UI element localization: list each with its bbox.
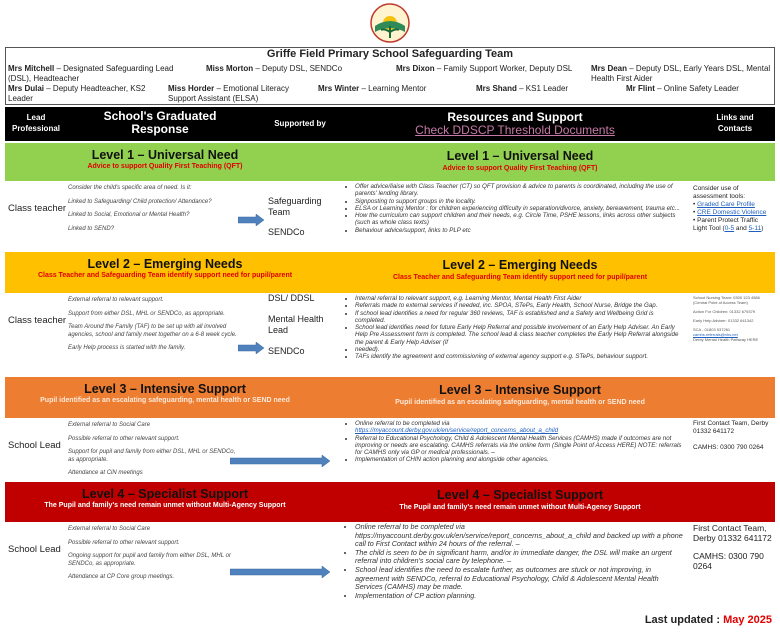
level-title: Level 1 – Universal Need — [91, 148, 239, 162]
team-member: Miss Morton – Deputy DSL, SENDCo — [206, 64, 343, 73]
team-member: Mrs Winter – Learning Mentor — [318, 84, 427, 93]
response-item: Team Around the Family (TAF) to be set up with all involved agencies, school and family meet together on a 6-8 week cycle. — [68, 324, 237, 338]
team-member: Mrs Dixon – Family Support Worker, Deputy DSL — [396, 64, 573, 73]
links-intro: Consider use of assessment tools: — [693, 185, 746, 200]
traffic-light-0-5-link[interactable]: 0-5 — [724, 225, 735, 232]
contact-item: Early Help Adviser: 01332 641342 — [693, 318, 754, 323]
resource-item: • TAFs identify the agreement and commissioning of external agency support e.g. STePs, behaviour support. — [355, 353, 685, 360]
resource-item: • Implementation of CHIN action planning and alongside other agencies. — [355, 456, 685, 463]
links-contacts — [693, 523, 773, 579]
response-item: Attendance at CiN meetings — [68, 470, 143, 476]
supporter: Mental Health Lead — [268, 314, 324, 335]
team-title: Griffe Field Primary School Safeguarding Team — [266, 48, 514, 60]
links-contacts: Consider use of assessment tools: • Graded Care Profile • CRE Domestic Violence • Parent Protect Traffic Light Tool (0-5 and 5-11) — [693, 185, 773, 233]
response-item: External referral to relevant support. — [68, 297, 164, 303]
level-subtitle: Class Teacher and Safeguarding Team identify support need for pupil/parent — [37, 272, 293, 279]
response-item: Attendance at CP Core group meetings. — [68, 574, 175, 580]
resource-item: • ELSA or Learning Mentor : for children experiencing difficulty in separation/divorce, anxiety, bereavement, trauma etc... — [355, 205, 685, 212]
response-item: Possible referral to other relevant support. — [68, 539, 180, 546]
contact-item: Derby Mental Health Pathway HERE — [693, 337, 759, 342]
contact-item: CAMHS: 0300 790 0264 — [693, 444, 764, 451]
threshold-documents-link[interactable]: Check DDSCP Threshold Documents — [415, 123, 615, 137]
resource-item: • School lead identifies need for future Early Help Referral and possible involvement of an Early Help Adviser. An Early Help Pre Assessment form is completed. The school lead & class teacher completes the Early Help Referral alongside the parent & Early Help Adviser (if — [355, 324, 685, 346]
level-subtitle: Advice to support Quality First Teaching (QFT) — [442, 165, 598, 172]
resource-item: • needed). — [355, 346, 685, 353]
level-subtitle: Advice to support Quality First Teaching (QFT) — [87, 163, 243, 170]
level-title: Level 2 – Emerging Needs — [87, 257, 243, 271]
supported-by — [268, 196, 330, 247]
resource-item: • Referral to Educational Psychology, Child & Adolescent Mental Health Services (CAMHS) made if outcomes are not improving or needs are escalating. CAMHS referrals via the online form (Single Point of Access HERE) NOTE: referrals for CAMHS only via GP or medical professionals. – — [355, 435, 685, 457]
resources-list — [335, 183, 685, 234]
resource-item: • Offer advice/liaise with Class Teacher (CT) so QFT provision & advice to parents is coordinated, including the use of parents' lending library. — [355, 183, 685, 198]
graded-care-profile-link[interactable]: Graded Care Profile — [697, 201, 755, 208]
contact-item: First Contact Team, Derby 01332 641172 — [693, 523, 772, 543]
contact-item: School Nursing Team: 0300 123 4586 (Central Point of Access Team) — [693, 295, 760, 305]
table-header — [5, 107, 775, 141]
level-2-band — [5, 252, 775, 293]
level-title: Level 4 – Specialist Support — [81, 487, 249, 501]
level-subtitle: Pupil identified as an escalating safeguarding, mental health or SEND need — [395, 399, 645, 406]
links-contacts — [693, 295, 773, 342]
arrow-right-icon — [238, 214, 264, 226]
team-member: Mrs Dean – Deputy DSL, Early Years DSL, Mental Health First Aider — [591, 64, 771, 83]
response-item: Ongoing support for pupil and family from either DSL, MHL or SENDCo, as appropriate. — [68, 553, 231, 567]
level-4-band — [5, 482, 775, 522]
header-response: School's Graduated Response — [103, 109, 217, 136]
level-subtitle: Pupil identified as an escalating safeguarding, mental health or SEND need — [40, 397, 290, 404]
lead-professional: Class teacher — [8, 315, 67, 326]
contact-item: First Contact Team, Derby 01332 641172 — [693, 420, 769, 435]
header-lead: Lead Professional — [11, 113, 60, 133]
response-item: Support from either DSL, MHL or SENDCo, as appropriate. — [68, 310, 225, 317]
supporter: SENDCo — [268, 227, 305, 237]
resource-item: • Online referral to be completed via https://myaccount.derby.gov.uk/en/service/report_concerns_about_a_child and backed up with a phone call to First Contact within 24 hours of the referral. – — [355, 523, 685, 549]
header-resources: Resources and Support Check DDSCP Threshold Documents — [415, 110, 615, 137]
resource-item: • School lead identifies the need to escalate further, as outcomes are stuck or not improving, in agreement with SENDCo, referral to Educational Psychology, Child & Adolescent Mental Health Services (CAMHS) may be made. — [355, 566, 685, 592]
response-item: External referral to Social Care — [68, 422, 151, 428]
arrow-right-icon — [230, 455, 330, 467]
arrow-right-icon — [230, 566, 330, 578]
level-3-band — [5, 377, 775, 418]
school-logo — [367, 2, 413, 44]
resource-item: • Behaviour advice/support, links to PLP etc — [355, 227, 685, 234]
lead-professional: School Lead — [8, 544, 61, 555]
lead-professional: Class teacher — [8, 203, 67, 214]
resource-item: • Referrals made to external services if needed, inc. SPOA, STePs, Early Health, School Nurse, Bridge the Gap. — [355, 302, 685, 309]
arrow-right-icon — [238, 342, 264, 354]
level-1-band — [5, 143, 775, 181]
response-item: Linked to Safeguarding/ Child protection/ Attendance? — [68, 198, 212, 205]
team-member: Mrs Mitchell – Designated Safeguarding Lead (DSL), Headteacher — [8, 64, 174, 83]
supported-by — [268, 293, 330, 367]
team-member: Miss Horder – Emotional Literacy Support Assistant (ELSA) — [168, 84, 289, 103]
response-item: Linked to SEND? — [68, 225, 115, 232]
header-supported: Supported by — [274, 119, 326, 128]
level-subtitle: Class Teacher and Safeguarding Team identify support need for pupil/parent — [392, 274, 648, 281]
resource-item: • Implementation of CP action planning. — [355, 592, 685, 601]
level-title: Level 3 – Intensive Support — [84, 382, 246, 396]
supporter: DSL/ DDSL — [268, 293, 315, 303]
contact-item: Action For Children: 01332 679379 — [693, 309, 756, 314]
team-member: Mrs Shand – KS1 Leader — [476, 84, 569, 93]
links-contacts — [693, 420, 773, 460]
level-title: Level 4 – Specialist Support — [436, 488, 604, 502]
graduated-response — [68, 422, 238, 484]
level-title: Level 1 – Universal Need — [446, 149, 594, 163]
resources-list — [335, 420, 685, 464]
resources-list — [335, 295, 685, 361]
supporter: SENDCo — [268, 346, 305, 356]
team-member: Mr Flint – Online Safety Leader — [626, 84, 739, 93]
level-title: Level 3 – Intensive Support — [439, 383, 601, 397]
response-item: Linked to Social, Emotional or Mental Health? — [68, 212, 190, 218]
header-links: Links and Contacts — [716, 113, 754, 133]
lead-professional: School Lead — [8, 440, 61, 451]
level-title: Level 2 – Emerging Needs — [442, 258, 598, 272]
resources-list — [335, 523, 685, 600]
response-item: Consider the child's specific area of need. Is it: — [68, 185, 192, 191]
resource-item: • Internal referral to relevant support, e.g. Learning Mentor, Mental Health First Aider — [355, 295, 685, 302]
response-item: Support for pupil and family from either DSL, MHL or SENDCo, as appropriate. — [68, 449, 236, 463]
last-updated: Last updated : May 2025 — [644, 614, 772, 626]
resource-item: • The child is seen to be in significant harm, and/or in immediate danger, the DSL will make an urgent referral into children's social care by telephone. – — [355, 549, 685, 566]
level-subtitle: The Pupil and family's need remain unmet without Multi-Agency Support — [399, 504, 641, 511]
resource-item: • Signposting to support groups in the locality. — [355, 198, 685, 205]
resource-item: • Online referral to be completed via https://myaccount.derby.gov.uk/en/service/report_concerns_about_a_child — [355, 420, 685, 435]
contact-email-link[interactable]: camhs.referrals@nhs.net — [693, 332, 738, 337]
cre-domestic-violence-link[interactable]: CRE Domestic Violence — [697, 209, 767, 216]
resource-item: • If school lead identifies a need for regular 360 reviews, TAF is established and a Safety and Wellbeing Grid is completed. — [355, 310, 685, 325]
contact-item: CAMHS: 0300 790 0264 — [693, 551, 764, 571]
response-item: Possible referral to other relevant support. — [68, 435, 180, 442]
graduated-response — [68, 185, 238, 239]
supporter: Safeguarding Team — [268, 196, 322, 217]
resource-item: • How the curriculum can support children and their needs, e.g. Circle Time, PSHE lessons, links across other subjects (such as whole class texts) — [355, 212, 685, 227]
traffic-light-5-11-link[interactable]: 5-11 — [748, 225, 762, 232]
level-subtitle: The Pupil and family's need remain unmet without Multi-Agency Support — [44, 502, 286, 509]
team-member: Mrs Dulai – Deputy Headteacher, KS2 Leader — [8, 84, 146, 103]
safeguarding-team-box — [5, 47, 775, 105]
contact-item: SCA - 01803 937261 — [693, 327, 731, 332]
response-item: External referral to Social Care — [68, 526, 151, 532]
response-item: Early Help process is started with the family. — [68, 345, 186, 351]
graduated-response — [68, 526, 238, 588]
graduated-response — [68, 297, 238, 359]
report-concerns-link[interactable]: https://myaccount.derby.gov.uk/en/service/report_concerns_about_a_child — [355, 427, 559, 435]
